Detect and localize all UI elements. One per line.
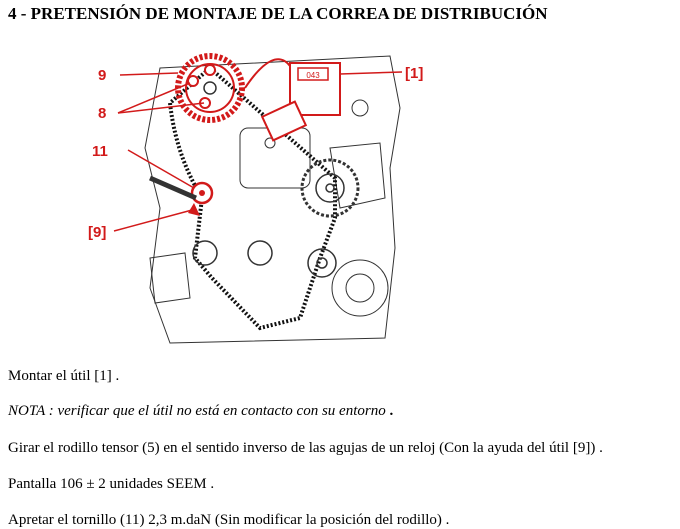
idler-rollers <box>193 241 336 277</box>
instruction-rotate-tensioner: Girar el rodillo tensor (5) en el sentido inverso de las agujas de un reloj (Con la ayuda del útil [9]) . <box>8 440 603 456</box>
note-end: . <box>385 403 394 419</box>
instruction-display-value: Pantalla 106 ± 2 unidades SEEM . <box>8 476 215 492</box>
instruction-mount-tool: Montar el útil [1] . <box>8 368 120 384</box>
note-paragraph <box>8 403 393 420</box>
callout-tool-1: [1] <box>405 65 424 82</box>
tool-display-reading: 043 <box>306 71 320 80</box>
callout-11: 11 <box>92 143 108 160</box>
callout-8: 8 <box>98 105 107 122</box>
callout-9: 9 <box>98 67 107 84</box>
note-text: NOTA : verificar que el útil no está en contacto con su entorno <box>8 403 386 419</box>
tensioner-roller <box>188 183 212 216</box>
section-title: 4 - PRETENSIÓN DE MONTAJE DE LA CORREA DE DISTRIBUCIÓN <box>8 4 548 23</box>
callout-tool-9: [9] <box>88 224 107 241</box>
timing-belt-diagram <box>88 48 424 348</box>
engine-block <box>145 56 400 343</box>
callout-leaders <box>114 72 402 231</box>
instruction-tighten-screw: Apretar el tornillo (11) 2,3 m.daN (Sin modificar la posición del rodillo) . <box>8 512 450 528</box>
